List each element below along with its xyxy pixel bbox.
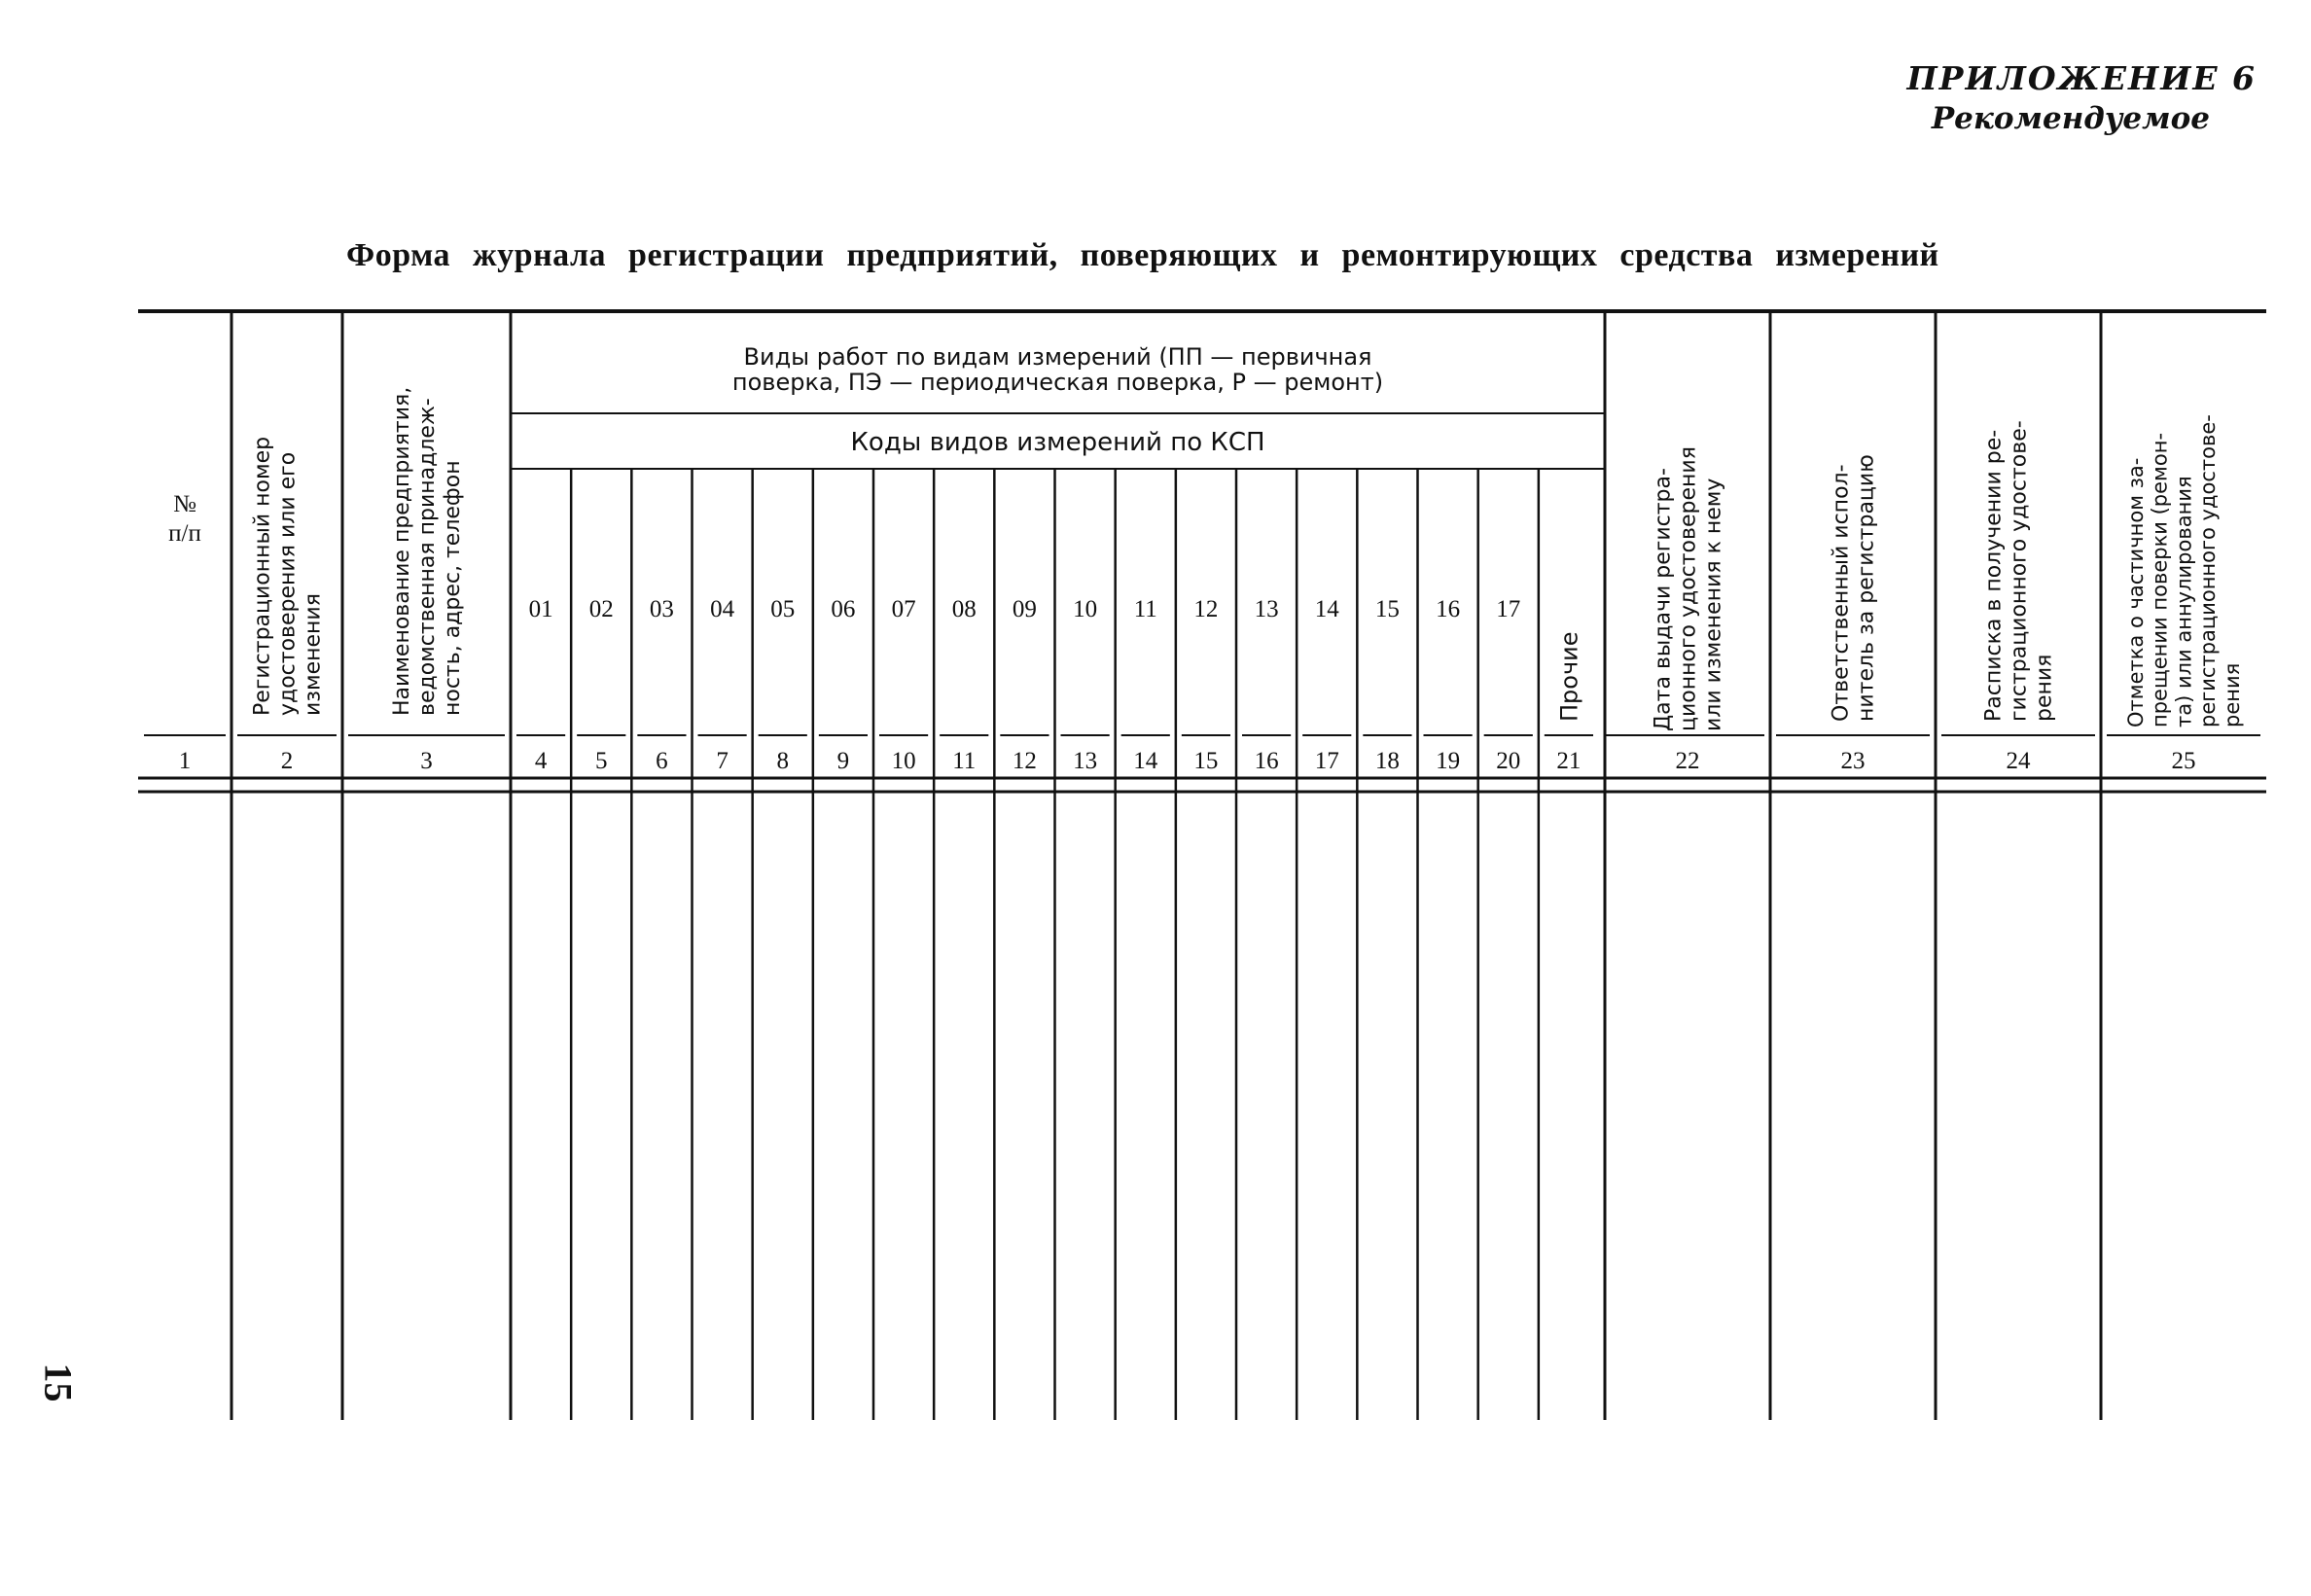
codes-title: Коды видов измерений по КСП: [850, 428, 1265, 457]
code-01: 01: [528, 596, 553, 622]
col24-header-line: гистрационного удостове-: [2007, 420, 2032, 722]
col23-header-line: Ответственный испол-: [1829, 464, 1854, 722]
col3-header-line: ведомственная принадлеж-: [415, 398, 441, 716]
column-number-2: 2: [280, 748, 294, 774]
code-16: 16: [1436, 596, 1461, 622]
code-06: 06: [831, 596, 856, 622]
column-number-18: 18: [1374, 748, 1400, 774]
code-03: 03: [649, 596, 674, 622]
col23-header: [1830, 454, 1879, 722]
code-12: 12: [1193, 596, 1219, 622]
column-number-6: 6: [656, 748, 668, 774]
column-number-25: 25: [2171, 748, 2196, 774]
code-08: 08: [951, 596, 977, 622]
col25-header-line: рения: [2220, 662, 2244, 727]
column-number-7: 7: [716, 748, 729, 774]
col3-header-line: Наименование предприятия,: [390, 386, 415, 716]
column-number-21: 21: [1556, 748, 1582, 774]
column-number-10: 10: [891, 748, 916, 774]
col1-header-pp: п/п: [168, 520, 201, 547]
col25-header-line: прещении поверки (ремон-: [2148, 432, 2172, 727]
column-number-4: 4: [534, 748, 548, 774]
code-05: 05: [770, 596, 796, 622]
column-number-22: 22: [1675, 748, 1700, 774]
col24-header: [1982, 420, 2057, 722]
column-number-8: 8: [776, 748, 789, 774]
column-number-13: 13: [1073, 748, 1098, 774]
col3-header-line: ность, адрес, телефон: [441, 460, 466, 716]
appendix-subtitle: Рекомендуемое: [1931, 101, 2210, 136]
column-number-15: 15: [1193, 748, 1219, 774]
column-number-16: 16: [1254, 748, 1279, 774]
col25-header: [2124, 414, 2244, 727]
other-header-line: Прочие: [1555, 631, 1583, 722]
col24-header-line: рения: [2032, 654, 2057, 722]
code-02: 02: [588, 596, 614, 622]
code-14: 14: [1314, 596, 1339, 622]
col22-header: [1652, 446, 1726, 731]
code-11: 11: [1133, 596, 1157, 622]
code-09: 09: [1012, 596, 1037, 622]
appendix-title: ПРИЛОЖЕНИЕ 6: [1906, 59, 2257, 97]
col24-header-line: Расписка в получении ре-: [1981, 429, 2007, 722]
column-number-17: 17: [1314, 748, 1339, 774]
code-04: 04: [710, 596, 735, 622]
table-labels: [168, 343, 2244, 774]
code-07: 07: [891, 596, 916, 622]
col2-header-line: Регистрационный номер: [250, 436, 275, 716]
code-13: 13: [1254, 596, 1279, 622]
col25-header-line: регистрационного удостове-: [2196, 414, 2221, 727]
col23-header-line: нитель за регистрацию: [1854, 454, 1879, 722]
col22-header-line: или изменения к нему: [1701, 478, 1726, 731]
form-title: Форма журнала регистрации предприятий, поверяющих и ремонтирующих средства измерений: [346, 237, 1939, 273]
code-15: 15: [1374, 596, 1400, 622]
page-number: 15: [36, 1363, 81, 1402]
column-number-24: 24: [2006, 748, 2031, 774]
other-header: [1555, 631, 1582, 722]
col3-header: [390, 387, 465, 716]
column-number-11: 11: [952, 748, 977, 774]
col22-header-line: Дата выдачи регистра-: [1651, 468, 1676, 731]
column-number-12: 12: [1012, 748, 1037, 774]
works-types-line1: Виды работ по видам измерений (ПП — первичная: [743, 343, 1372, 371]
col1-header-no: №: [173, 491, 196, 517]
col25-header-line: та) или аннулирования: [2172, 476, 2196, 727]
works-types-line2: поверка, ПЭ — периодическая поверка, Р — ремонт): [731, 369, 1384, 396]
col2-header-line: изменения: [301, 593, 326, 716]
col2-header: [251, 437, 326, 716]
column-number-19: 19: [1436, 748, 1461, 774]
column-number-1: 1: [178, 748, 192, 774]
column-number-5: 5: [595, 748, 608, 774]
col2-header-line: удостоверения или его: [275, 451, 301, 716]
col25-header-line: Отметка о частичном за-: [2123, 457, 2148, 727]
col22-header-line: ционного удостоверения: [1676, 446, 1701, 731]
code-17: 17: [1496, 596, 1521, 622]
column-number-9: 9: [836, 748, 850, 774]
column-number-14: 14: [1133, 748, 1158, 774]
column-number-3: 3: [420, 748, 433, 774]
column-number-23: 23: [1840, 748, 1866, 774]
column-number-20: 20: [1496, 748, 1521, 774]
code-10: 10: [1073, 596, 1098, 622]
